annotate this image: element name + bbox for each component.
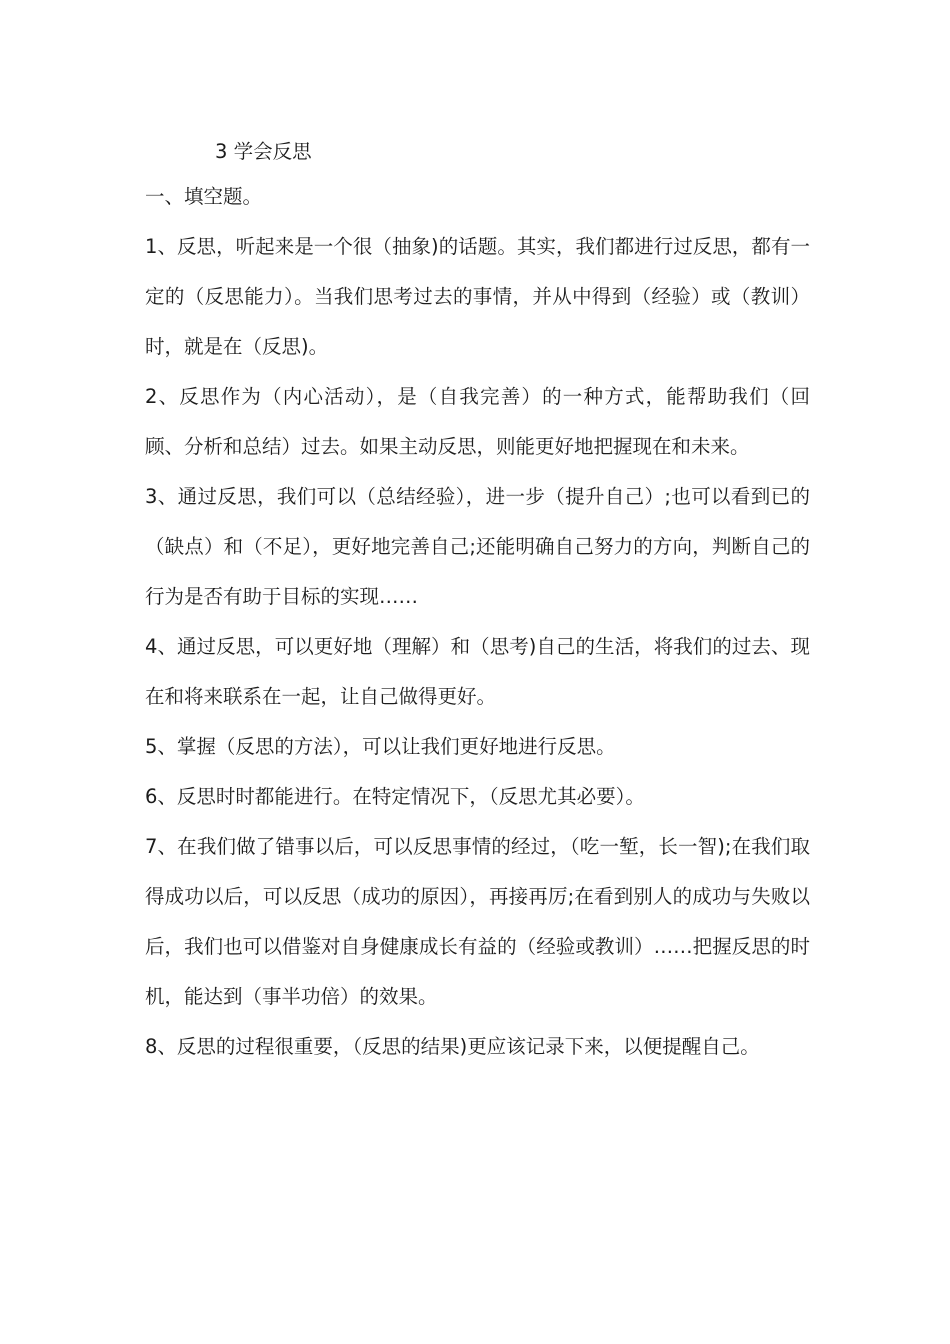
- question-item-2: 2、反思作为（内心活动），是（自我完善）的一种方式，能帮助我们（回顾、分析和总结）过去。如果主动反思，则能更好地把握现在和未来。: [145, 385, 810, 458]
- question-item-4: 4、通过反思，可以更好地（理解）和（思考)自己的生活，将我们的过去、现在和将来联系在一起，让自己做得更好。: [145, 635, 810, 708]
- question-item-7: 7、在我们做了错事以后，可以反思事情的经过，（吃一堑，长一智);在我们取得成功以后，可以反思（成功的原因），再接再厉;在看到别人的成功与失败以后，我们也可以借鉴对自身健康成长有益的（经验或教训）……把握反思的时机，能达到（事半功倍）的效果。: [145, 835, 810, 1008]
- question-item-5: 5、掌握（反思的方法），可以让我们更好地进行反思。: [145, 735, 616, 758]
- question-item-6: 6、反思时时都能进行。在特定情况下，（反思尤其必要）。: [145, 785, 645, 808]
- section-heading: 一、填空题。: [145, 185, 263, 208]
- question-item-1: 1、反思，听起来是一个很（抽象)的话题。其实，我们都进行过反思，都有一定的（反思能力）。当我们思考过去的事情，并从中得到（经验）或（教训）时，就是在（反思)。: [145, 235, 810, 358]
- question-item-8: 8、反思的过程很重要，（反思的结果)更应该记录下来，以便提醒自己。: [145, 1035, 760, 1058]
- document-title: 3 学会反思: [215, 140, 312, 163]
- question-item-3: 3、通过反思，我们可以（总结经验），进一步（提升自己）;也可以看到已的（缺点）和（不足），更好地完善自己;还能明确自己努力的方向，判断自己的行为是否有助于目标的实现……: [145, 485, 810, 608]
- document-body: [145, 132, 810, 1072]
